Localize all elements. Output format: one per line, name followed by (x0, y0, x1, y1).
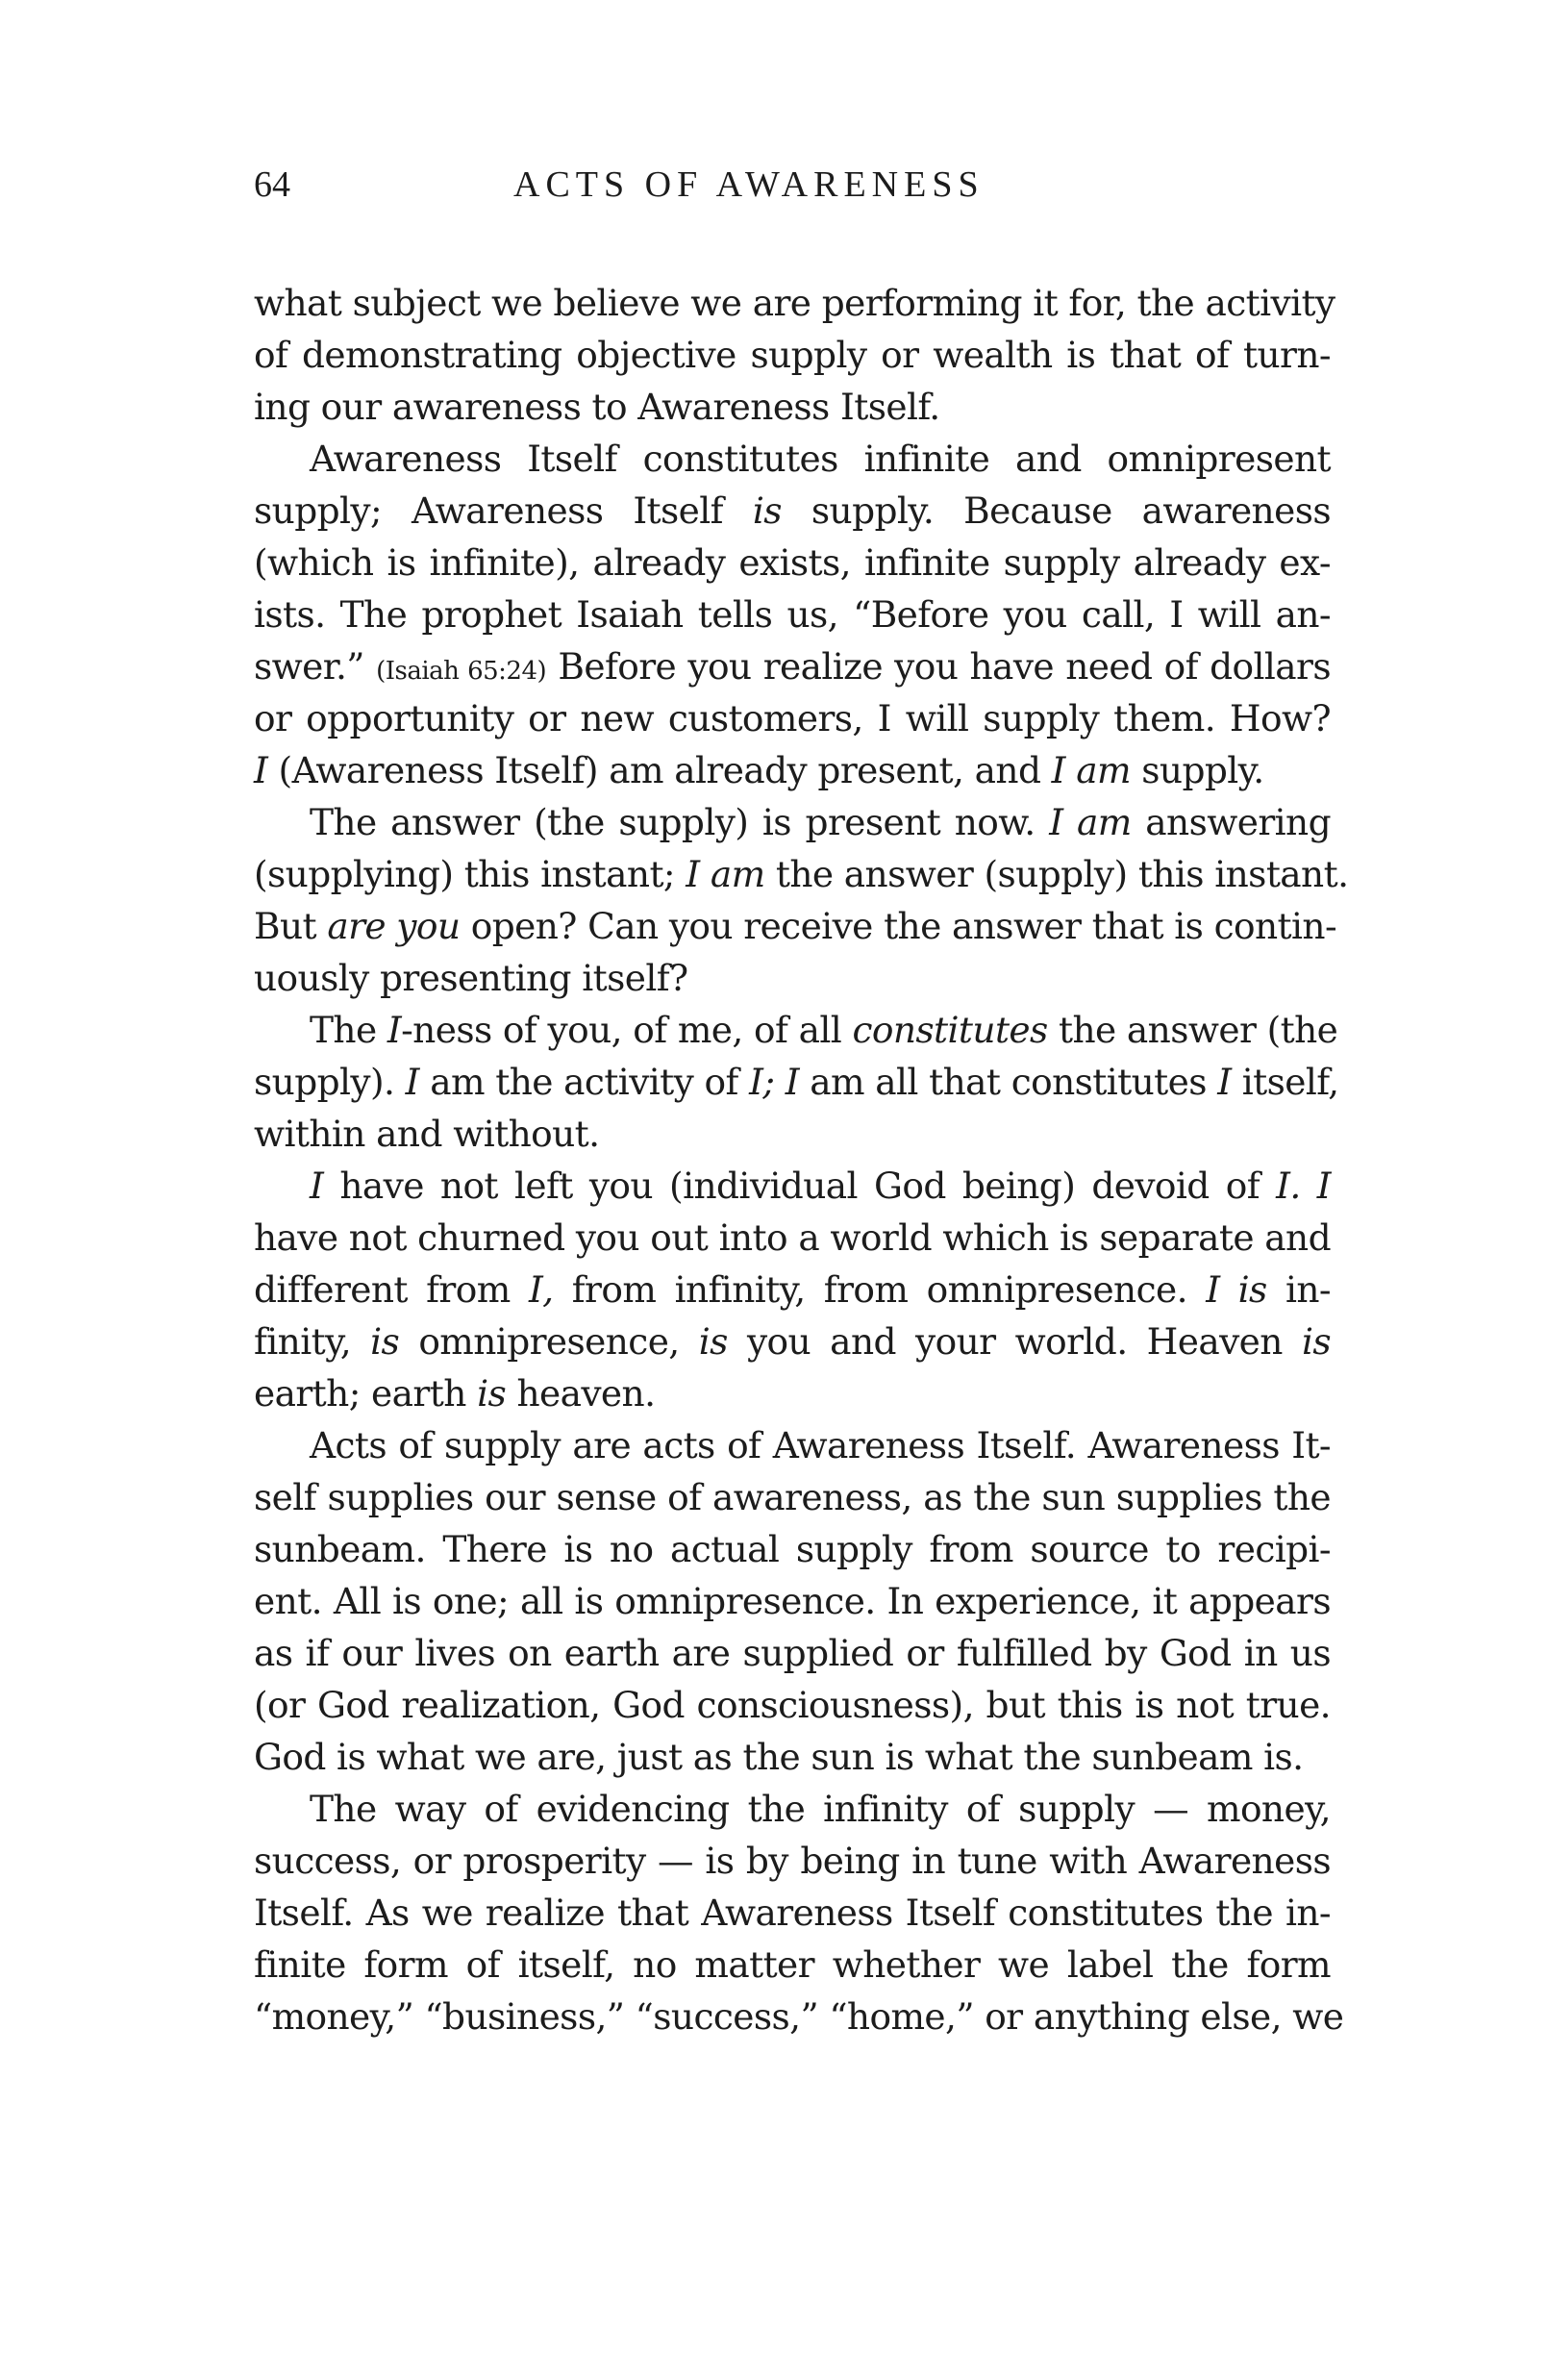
text-segment: ing our awareness to Awareness Itself. (254, 386, 940, 428)
emphasized-text: I (1217, 1061, 1232, 1103)
text-segment: self supplies our sense of awareness, as the sun supplies the (254, 1476, 1331, 1518)
text-segment: have not churned you out into a world which is separate and (254, 1216, 1331, 1259)
emphasized-text: I; I (749, 1061, 799, 1103)
emphasized-text: is (752, 489, 782, 532)
scripture-citation: (Isaiah 65:24) (376, 657, 547, 686)
emphasized-text: constitutes (852, 1009, 1048, 1051)
text-line (254, 640, 1331, 692)
book-title: ACTS OF AWARENESS (513, 164, 985, 205)
text-line (254, 1731, 1331, 1783)
text-segment: (which is infinite), already exists, infinite supply already ex- (254, 541, 1331, 584)
text-segment: uously presenting itself? (254, 957, 688, 999)
text-segment: as if our lives on earth are supplied or fulfilled by God in us (254, 1632, 1331, 1674)
page-number: 64 (254, 164, 290, 205)
text-segment: heaven. (506, 1372, 656, 1415)
text-segment: in- (1266, 1268, 1331, 1311)
text-segment: answering (1131, 801, 1332, 843)
text-segment: open? Can you receive the answer that is contin- (460, 905, 1337, 947)
text-line (254, 485, 1331, 537)
text-line (254, 1679, 1331, 1731)
text-segment: of demonstrating objective supply or wealth is that of turn- (254, 334, 1331, 376)
emphasized-text: are you (327, 905, 461, 947)
text-line (254, 537, 1331, 589)
text-segment: (Awareness Itself) am already present, and (267, 749, 1052, 791)
text-segment: have not left you (individual God being) devoid of (323, 1165, 1277, 1207)
text-line (254, 277, 1335, 329)
text-segment: the answer (supply) this instant. (764, 853, 1349, 895)
text-line (254, 329, 1331, 381)
text-segment: from infinity, from omnipresence. (553, 1268, 1207, 1311)
text-line (254, 589, 1331, 640)
running-head (254, 156, 1331, 213)
text-segment: ent. All is one; all is omnipresence. In experience, it appears (254, 1580, 1331, 1622)
text-segment: “money,” “business,” “success,” “home,” or anything else, we (254, 1995, 1344, 2038)
text-segment: finite form of itself, no matter whether we label the form (254, 1943, 1331, 1986)
text-segment: Before you realize you have need of dollars (546, 645, 1332, 688)
text-line (254, 692, 1331, 744)
text-segment: But (254, 905, 328, 947)
text-line (254, 1627, 1331, 1679)
text-segment: different from (254, 1268, 529, 1311)
emphasized-text: I, (528, 1268, 554, 1311)
text-segment: am all that constitutes (798, 1061, 1218, 1103)
text-line (254, 1523, 1331, 1575)
emphasized-text: I is (1206, 1268, 1267, 1311)
text-segment: you and your world. Heaven (727, 1320, 1302, 1363)
emphasized-text: I am (1051, 749, 1131, 791)
text-segment: the answer (the (1047, 1009, 1338, 1051)
emphasized-text: is (698, 1320, 728, 1363)
text-line (254, 433, 1331, 485)
emphasized-text: I am (686, 853, 765, 895)
text-line (254, 1575, 1331, 1627)
text-segment: earth; earth (254, 1372, 478, 1415)
text-segment: The way of evidencing the infinity of supply — money, (310, 1788, 1331, 1830)
text-segment: supply. (1130, 749, 1264, 791)
text-segment: ists. The prophet Isaiah tells us, “Before you call, I will an- (254, 593, 1331, 636)
text-segment: supply. Because awareness (781, 489, 1331, 532)
text-line (254, 900, 1337, 952)
text-segment: or opportunity or new customers, I will supply them. How? (254, 697, 1331, 739)
text-segment: success, or prosperity — is by being in tune with Awareness (254, 1840, 1331, 1882)
text-line (254, 1264, 1331, 1315)
text-line (254, 1835, 1331, 1887)
text-line (254, 1939, 1331, 1991)
text-line (254, 1783, 1331, 1835)
text-segment: -ness of you, of me, of all (401, 1009, 853, 1051)
text-line (254, 848, 1349, 900)
text-segment: The answer (the supply) is present now. (310, 801, 1050, 843)
text-line (254, 1212, 1331, 1264)
text-segment: swer.” (254, 645, 377, 688)
text-segment: what subject we believe we are performing it for, the activity (254, 282, 1335, 324)
text-segment: supply; Awareness Itself (254, 489, 753, 532)
emphasized-text: is (370, 1320, 400, 1363)
text-line (254, 381, 1331, 433)
text-line (254, 1056, 1339, 1108)
text-line (254, 1315, 1331, 1367)
text-line (254, 1471, 1331, 1523)
emphasized-text: I. I (1276, 1165, 1331, 1207)
text-line (254, 1419, 1331, 1471)
text-line (254, 744, 1331, 796)
text-line (254, 796, 1331, 848)
text-segment: God is what we are, just as the sun is what the sunbeam is. (254, 1736, 1304, 1778)
text-segment: omnipresence, (399, 1320, 699, 1363)
emphasized-text: is (1301, 1320, 1331, 1363)
emphasized-text: I (254, 749, 268, 791)
emphasized-text: I (310, 1165, 324, 1207)
text-segment: (supplying) this instant; (254, 853, 686, 895)
body-text (254, 277, 1349, 2042)
text-segment: am the activity of (418, 1061, 750, 1103)
text-segment: supply). (254, 1061, 406, 1103)
text-line (254, 1160, 1331, 1212)
text-line (254, 1887, 1331, 1939)
text-segment: Awareness Itself constitutes infinite and omnipresent (310, 438, 1331, 480)
text-segment: Itself. As we realize that Awareness Itself constitutes the in- (254, 1891, 1331, 1934)
text-line (254, 1991, 1344, 2042)
text-segment: Acts of supply are acts of Awareness Itself. Awareness It- (310, 1424, 1331, 1466)
text-segment: sunbeam. There is no actual supply from source to recipi- (254, 1528, 1331, 1570)
emphasized-text: is (477, 1372, 507, 1415)
text-segment: The (310, 1009, 387, 1051)
text-line (254, 1108, 1331, 1160)
emphasized-text: I (387, 1009, 402, 1051)
text-line (254, 1367, 1331, 1419)
text-segment: (or God realization, God consciousness), but this is not true. (254, 1684, 1331, 1726)
text-line (254, 952, 1331, 1004)
text-segment: itself, (1231, 1061, 1339, 1103)
emphasized-text: I (405, 1061, 419, 1103)
text-segment: within and without. (254, 1113, 600, 1155)
text-segment: finity, (254, 1320, 371, 1363)
text-line (254, 1004, 1338, 1056)
emphasized-text: I am (1049, 801, 1132, 843)
